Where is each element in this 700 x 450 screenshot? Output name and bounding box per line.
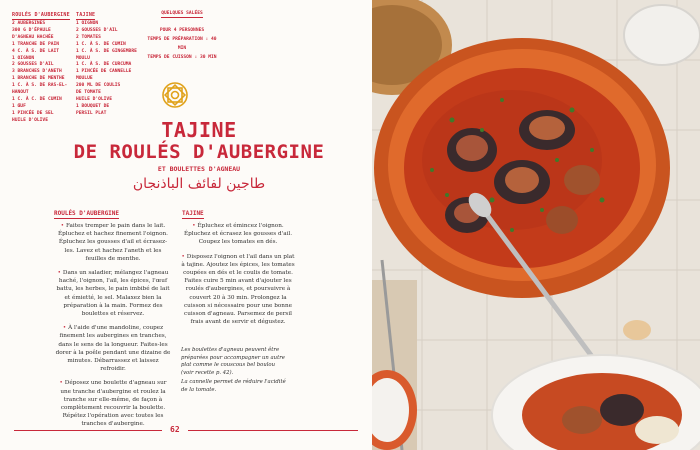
meta-cook-time: TEMPS DE CUISSON : 30 MIN [147, 55, 217, 60]
ingredient-item: DE TOMATE [76, 90, 101, 96]
recipe-arabic-title: طاجين لفائف الباذنجان [132, 176, 266, 192]
footer-rule-right [188, 430, 358, 431]
ingredient-item: 4 C. À S. DE LAIT [12, 48, 60, 54]
ingredient-item: 1 C. À C. DE CUMIN [12, 96, 62, 102]
meta-block [142, 9, 222, 62]
ingredient-item: 1 OIGNON [12, 55, 35, 61]
method-right-heading: TAJINE [182, 210, 204, 217]
method-left-steps [54, 222, 172, 435]
ingredients-col2-list [76, 21, 137, 118]
moroccan-star-emblem-icon [161, 80, 189, 110]
ingredient-item: HUILE D'OLIVE [12, 117, 48, 123]
meta-heading: QUELQUES SALÉES [161, 11, 203, 16]
meta-prep-time: TEMPS DE PRÉPARATION : 40 MIN [147, 37, 217, 51]
ingredient-item: 3 BRANCHES D'ANETH [12, 69, 62, 75]
ingredient-item: D'AGNEAU HACHÉE [12, 34, 54, 40]
step-text: Épluchez et émincez l'oignon. Épluchez et écrasez les gousses d'ail. Coupez les tomates en dés. [183, 223, 293, 246]
method-left-heading: ROULÉS D'AUBERGINE [54, 210, 120, 217]
method-step [54, 324, 172, 373]
footer-rule-left [14, 430, 162, 431]
ingredients-col1-heading: ROULÉS D'AUBERGINE [12, 12, 70, 18]
ingredient-item: HUILE D'OLIVE [76, 96, 112, 102]
step-text: Disposez l'oignon et l'ail dans un plat à tajine. Ajoutez les épices, les tomates coupées en dés et le coulis de tomate. Faites cuire 5 min avant d'ajouter les roulés d'aubergines, et poursuivre à couvert 20 à 30 min. Prolongez la cuisson si nécessaire pour une bonne cuisson d'agneau. Parsemez de persil frais avant de servir et dégustez. [181, 253, 295, 326]
ingredient-item: 1 C. À S. DE GINGEMBRE [76, 48, 137, 54]
ingredient-item: 1 ŒUF [12, 103, 26, 109]
step-bullet-icon: • [62, 325, 67, 332]
method-step [180, 222, 296, 247]
ingredients-col1-list [12, 21, 67, 125]
ingredient-item: 200 ML DE COULIS [76, 83, 121, 89]
ingredient-item: 1 PINCÉE DE CANNELLE [76, 69, 132, 75]
recipe-subtitle: ET BOULETTES D'AGNEAU [157, 165, 241, 173]
ingredient-item: 1 C. À S. DE CUMIN [76, 41, 126, 47]
ingredient-item: 1 TRANCHE DE PAIN [12, 41, 60, 47]
ingredient-item: 1 OIGNON [76, 21, 99, 26]
ingredients-col2-heading: TAJINE [76, 12, 96, 18]
ingredient-item: PERSIL PLAT [76, 110, 107, 116]
note-1: Les boulettes d'agneau peuvent être préparées pour accompagner un autre plat comme le couscous bel boulou (voir recette p. 42). [181, 347, 285, 376]
step-bullet-icon: • [57, 270, 61, 277]
ingredient-item: HANOUT [12, 90, 29, 96]
ingredient-item: 2 TOMATES [76, 34, 101, 40]
ingredient-item: 2 GOUSSES D'AIL [76, 27, 118, 33]
step-bullet-icon: • [181, 253, 185, 260]
method-step [54, 222, 172, 263]
method-step [54, 379, 172, 428]
step-text: Déposez une boulette d'agneau sur une tranche d'aubergine et roulez la tranche sur elle-même, de façon à complètement recouvrir la boulette. Répétez l'opération avec toutes les tranches d'aubergine. [60, 380, 167, 428]
note-2: La cannelle permet de réduire l'acidité de la tomate. [181, 379, 286, 393]
ingredient-item: 1 BOUQUET DE [76, 103, 110, 109]
page-number: 62 [166, 425, 184, 434]
meta-persons: POUR 4 PERSONNES [159, 28, 205, 33]
recipe-title-line1: TAJINE [161, 118, 237, 142]
method-step [54, 269, 172, 318]
recipe-title-line2: DE ROULÉS D'AUBERGINE [73, 141, 325, 163]
step-text: Dans un saladier, mélangez l'agneau haché, l'oignon, l'ail, les épices, l'œuf battu, les herbes, le pain imbibé de lait et émietté, le sel. Malaxez bien la préparation à la main. Formez des boulettes et réservez. [56, 270, 170, 318]
step-bullet-icon: • [192, 223, 196, 229]
step-bullet-icon: • [60, 223, 64, 229]
ingredient-item: MOULUE [76, 76, 93, 82]
ingredient-item: 1 C. À S. DE CURCUMA [76, 62, 132, 68]
tajine-photo [372, 0, 700, 450]
ingredient-item: 1 C. À S. DE RAS-EL- [12, 83, 68, 89]
method-right-steps [180, 222, 296, 332]
step-text: Faites tremper le pain dans le lait. Épluchez et hachez finement l'oignon. Épluchez les gousses d'ail et écrasez-les. Lavez et hachez l'aneth et les feuilles de menthe. [58, 223, 168, 262]
ingredient-item: 1 BRANCHE DE MENTHE [12, 76, 65, 82]
tajine-photo-illustration [372, 0, 700, 450]
step-bullet-icon: • [59, 380, 63, 387]
ingredient-item: 2 GOUSSES D'AIL [12, 62, 54, 68]
step-text: À l'aide d'une mandoline, coupez finement les aubergines en tranches, dans le sens de la longueur. Faites-les dorer à la poêle pendant une dizaine de minutes. Débarrassez et laissez refroidir. [55, 325, 171, 373]
ingredient-item: 1 PINCÉE DE SEL [12, 110, 54, 116]
ingredient-item: MOULU [76, 55, 90, 61]
ingredient-item: 300 G D'ÉPAULE [12, 27, 51, 33]
method-step [180, 253, 296, 327]
ingredient-item: 2 AUBERGINES [12, 21, 46, 26]
